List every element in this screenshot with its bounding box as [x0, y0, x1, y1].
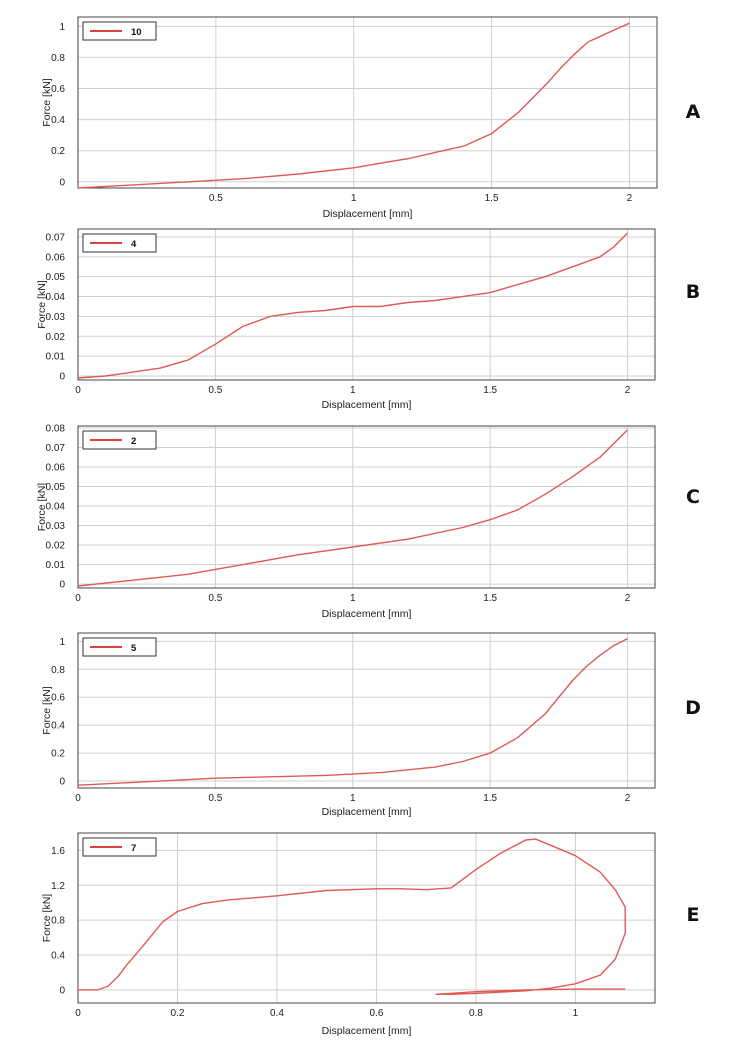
- y-tick-label: 0.07: [45, 442, 65, 454]
- legend: [83, 838, 156, 856]
- legend: [83, 234, 156, 252]
- x-tick-label: 0: [75, 793, 81, 804]
- x-tick-label: 2: [624, 385, 631, 396]
- plot-area: [78, 229, 655, 380]
- x-tick-label: 0.5: [208, 385, 223, 396]
- x-tick-label: 1: [572, 1008, 579, 1019]
- y-tick-label: 1.2: [51, 880, 65, 892]
- chart-panel-c: [36, 423, 700, 620]
- y-tick-label: 0: [59, 177, 65, 189]
- legend: [83, 22, 156, 40]
- x-tick-label: 1.5: [484, 193, 499, 204]
- y-tick-label: 0: [59, 985, 65, 997]
- x-axis-title: Displacement [mm]: [321, 399, 412, 411]
- y-tick-label: 0.01: [45, 560, 65, 572]
- y-tick-label: 0: [59, 371, 65, 383]
- x-tick-label: 2: [624, 793, 631, 804]
- y-tick-label: 0.06: [45, 462, 65, 474]
- legend-label: 10: [131, 27, 142, 38]
- y-tick-label: 0.02: [45, 331, 65, 343]
- y-tick-label: 0.06: [45, 252, 65, 264]
- legend-label: 7: [131, 843, 137, 854]
- legend-label: 5: [131, 643, 137, 654]
- y-axis-title: Force [kN]: [41, 686, 53, 735]
- y-tick-label: 0.08: [45, 423, 65, 435]
- legend-label: 4: [131, 239, 137, 250]
- x-tick-label: 1: [349, 793, 356, 804]
- x-tick-label: 0.5: [208, 793, 223, 804]
- y-axis-title: Force [kN]: [36, 482, 48, 532]
- panel-label: B: [685, 281, 701, 303]
- y-tick-label: 0.02: [45, 540, 65, 552]
- plot-area: [78, 426, 655, 588]
- legend-label: 2: [131, 436, 137, 447]
- x-tick-label: 0: [75, 1008, 81, 1019]
- x-axis-title: Displacement [mm]: [321, 608, 412, 620]
- chart-panel-d: [41, 633, 701, 818]
- x-tick-label: 0.2: [170, 1008, 185, 1019]
- y-tick-label: 0.05: [45, 482, 65, 494]
- y-tick-label: 0.2: [51, 748, 65, 760]
- y-tick-label: 0.6: [51, 692, 65, 704]
- x-tick-label: 1: [350, 193, 357, 204]
- y-tick-label: 1.6: [51, 845, 65, 857]
- y-tick-label: 0.01: [45, 351, 65, 363]
- x-axis-title: Displacement [mm]: [321, 1025, 412, 1037]
- y-tick-label: 0.07: [45, 232, 65, 244]
- y-tick-label: 0.4: [51, 115, 65, 127]
- y-tick-label: 0.6: [51, 84, 65, 96]
- y-tick-label: 0.04: [45, 292, 65, 304]
- panel-label: E: [686, 904, 700, 926]
- y-tick-label: 0.4: [51, 950, 65, 962]
- x-tick-label: 0.4: [270, 1008, 284, 1019]
- x-tick-label: 2: [624, 593, 631, 604]
- chart-panel-a: [41, 17, 701, 220]
- x-tick-label: 1: [349, 593, 356, 604]
- y-tick-label: 0.2: [51, 146, 65, 158]
- chart-panel-e: [41, 833, 699, 1037]
- x-tick-label: 1.5: [483, 793, 498, 804]
- panel-label: C: [686, 486, 700, 508]
- y-tick-label: 0.03: [45, 311, 65, 323]
- y-axis-title: Force [kN]: [41, 893, 53, 943]
- x-axis-title: Displacement [mm]: [321, 806, 412, 818]
- legend: [83, 431, 156, 449]
- x-tick-label: 0.5: [208, 593, 223, 604]
- y-tick-label: 1: [59, 636, 65, 648]
- y-tick-label: 0: [59, 776, 65, 788]
- x-tick-label: 1: [349, 385, 356, 396]
- panel-label: D: [685, 697, 701, 719]
- panel-label: A: [685, 101, 701, 123]
- y-tick-label: 0: [59, 579, 65, 591]
- x-tick-label: 0.5: [208, 193, 223, 204]
- x-tick-label: 1.5: [483, 593, 498, 604]
- y-tick-label: 0.8: [51, 664, 65, 676]
- plot-area: [78, 633, 655, 788]
- x-tick-label: 0.6: [369, 1008, 384, 1019]
- plot-area: [78, 833, 655, 1003]
- y-tick-label: 0.8: [51, 52, 65, 64]
- x-tick-label: 1.5: [483, 385, 498, 396]
- legend: [83, 638, 156, 656]
- chart-panel-b: [36, 229, 700, 411]
- x-axis-title: Displacement [mm]: [322, 208, 413, 220]
- y-tick-label: 1: [59, 21, 65, 33]
- y-tick-label: 0.05: [45, 272, 65, 284]
- y-axis-title: Force [kN]: [41, 78, 53, 127]
- y-tick-label: 0.04: [45, 501, 65, 513]
- y-tick-label: 0.03: [45, 521, 65, 533]
- y-tick-label: 0.4: [51, 720, 65, 732]
- y-axis-title: Force [kN]: [36, 280, 48, 329]
- x-tick-label: 0: [75, 385, 81, 396]
- x-tick-label: 2: [626, 193, 633, 204]
- plot-area: [78, 17, 657, 188]
- y-tick-label: 0.8: [51, 915, 65, 927]
- x-tick-label: 0.8: [468, 1008, 483, 1019]
- x-tick-label: 0: [75, 593, 81, 604]
